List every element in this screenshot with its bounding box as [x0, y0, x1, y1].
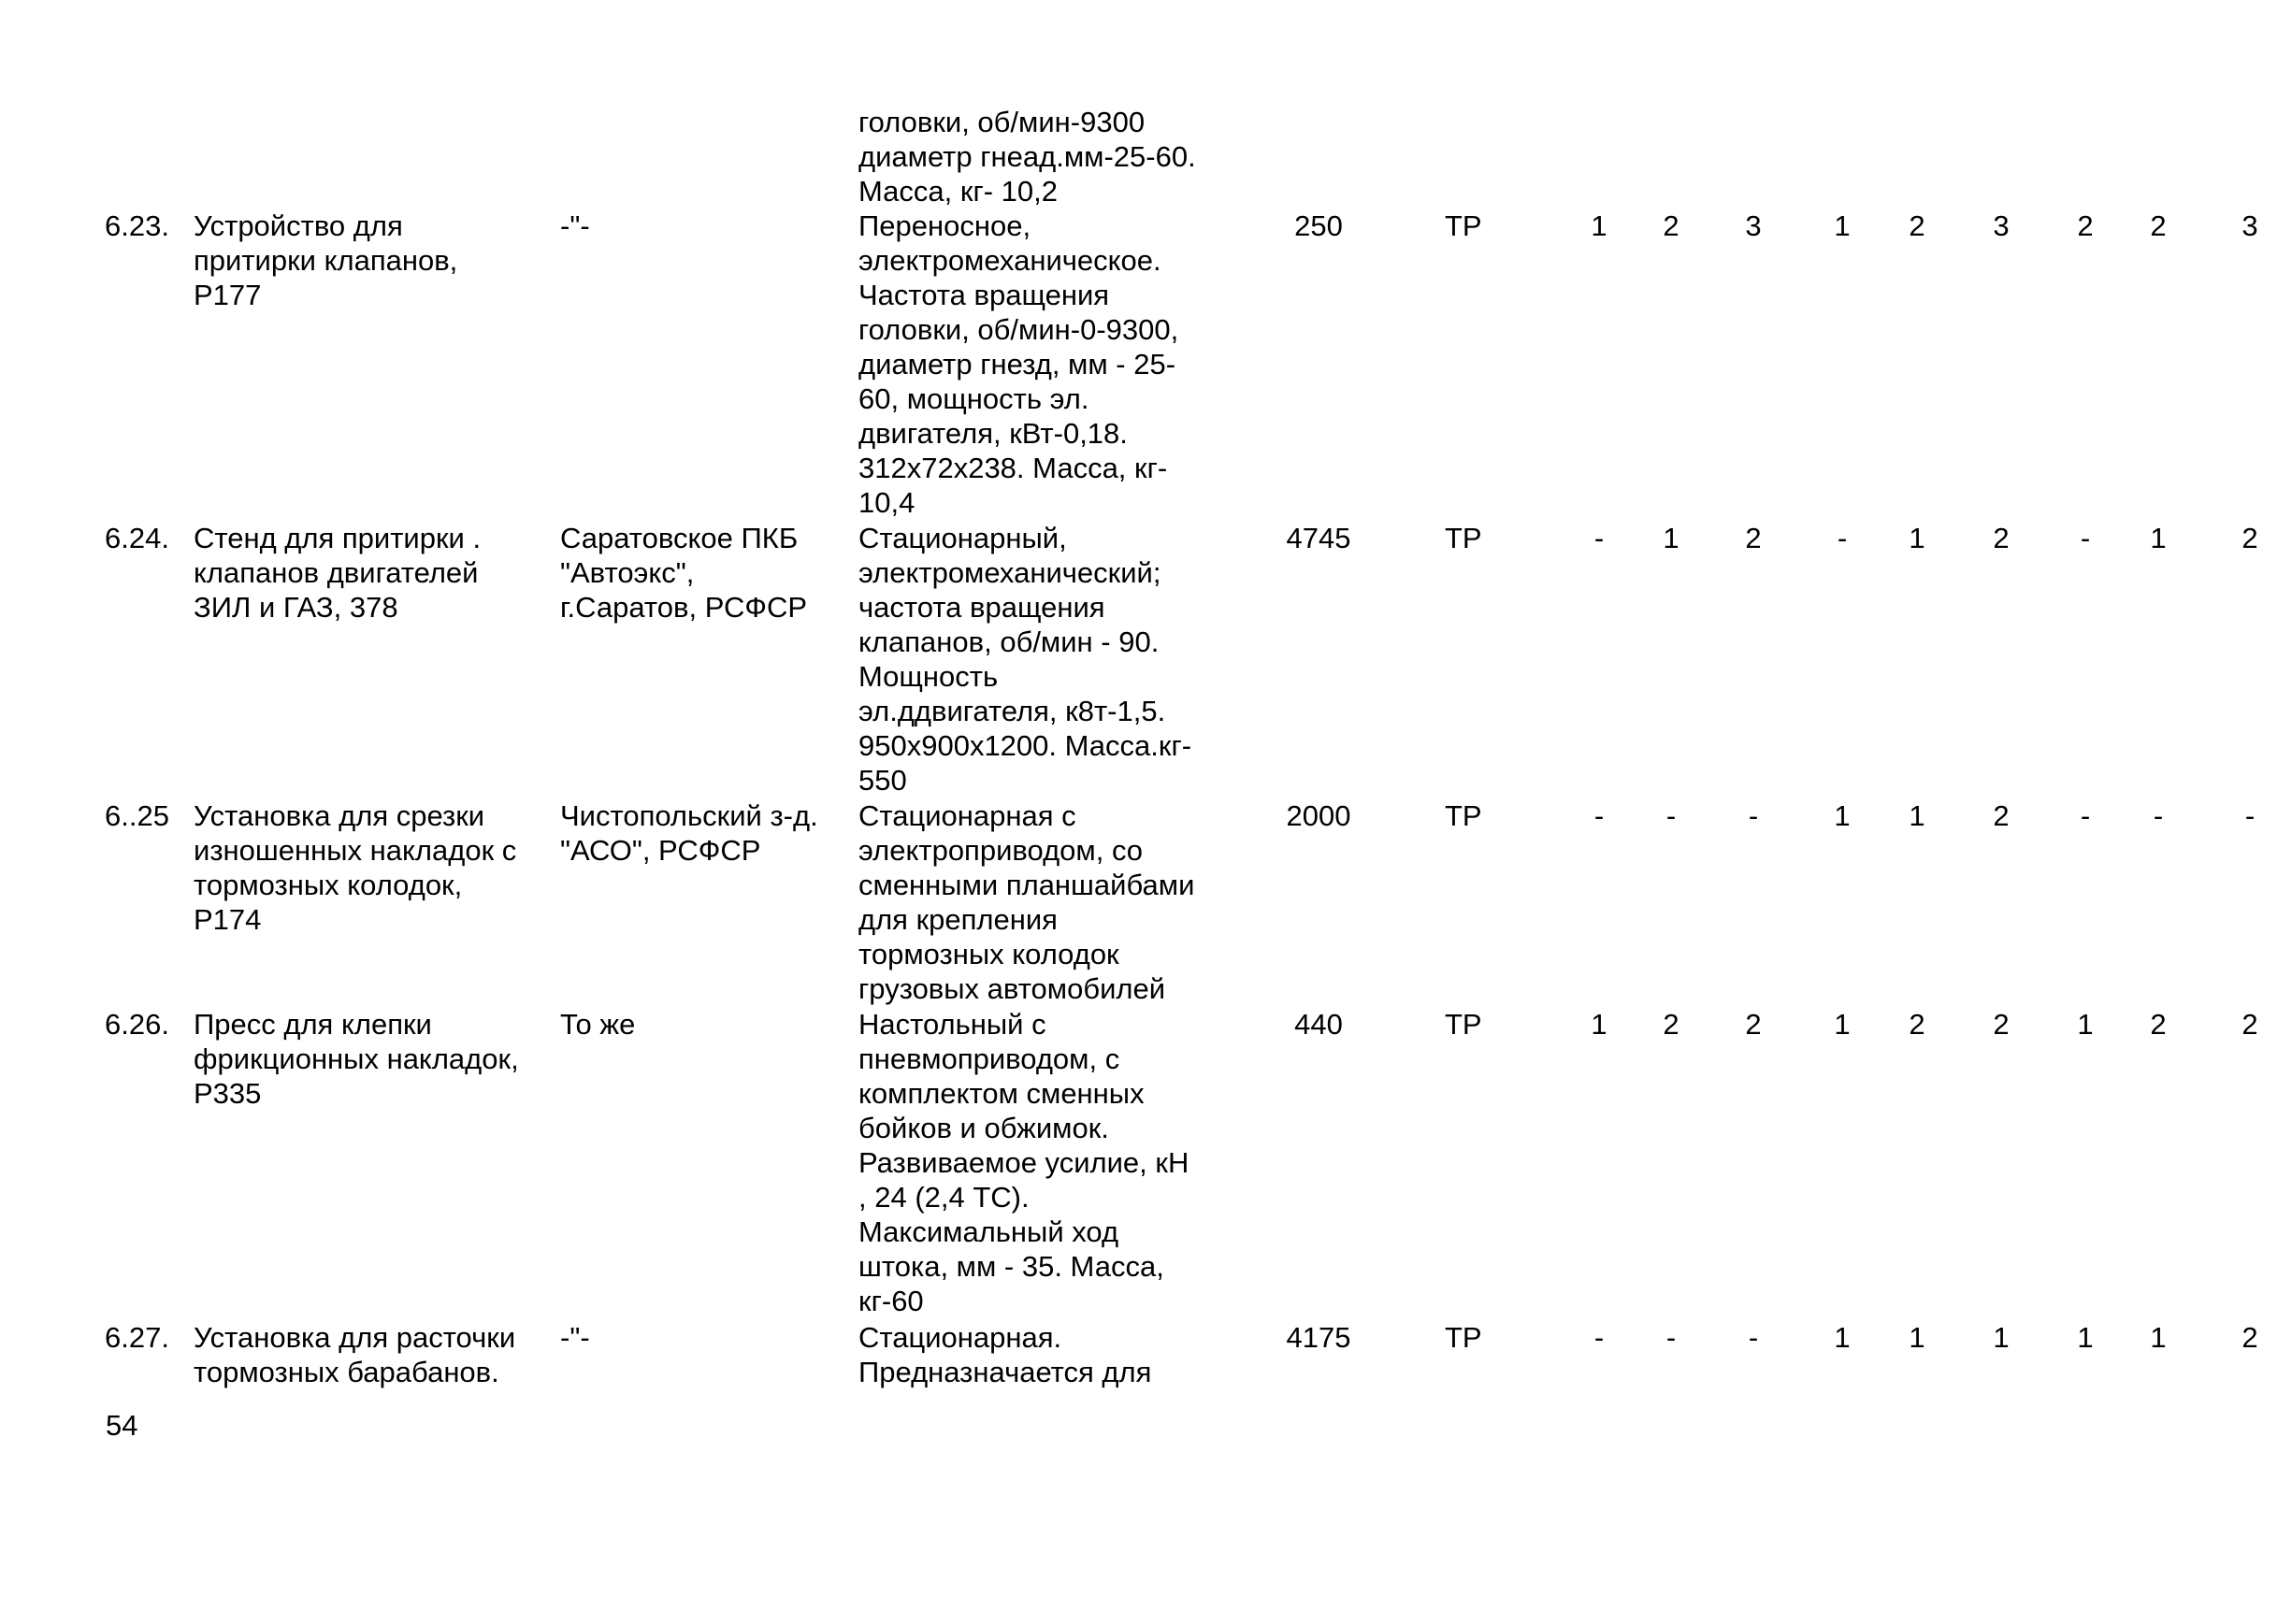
quantity-cell: 1	[1909, 522, 1925, 554]
quantity-cell: -	[2153, 799, 2164, 832]
quantity-cell: -	[1593, 1321, 1605, 1354]
quantity-cell: 3	[2242, 209, 2258, 242]
quantity-cell: 2	[1909, 1008, 1925, 1041]
quantity-cell: 3	[1993, 209, 2010, 242]
quantity-cell: 2	[1993, 522, 2010, 554]
quantity-cell: -	[1593, 799, 1605, 832]
quantity-cell: 2	[1663, 1008, 1679, 1041]
quantity-cell: 2	[1993, 799, 2010, 832]
item-price: 440	[1294, 1008, 1343, 1041]
quantity-cell: 1	[1591, 209, 1607, 242]
quantity-cell: 1	[2077, 1008, 2094, 1041]
quantity-cell: 2	[2242, 522, 2258, 554]
quantity-cell: 1	[1909, 799, 1925, 832]
quantity-cell: 2	[1663, 209, 1679, 242]
quantity-cell: -	[1665, 799, 1677, 832]
quantity-cell: -	[1593, 522, 1605, 554]
quantity-cell: -	[2080, 522, 2091, 554]
item-price: 2000	[1286, 799, 1351, 832]
quantity-cell: 2	[2242, 1008, 2258, 1041]
item-description: Настольный с пневмоприводом, с комплектом сменных бойков и обжимок. Развиваемое усилие, кН , 24 (2,4 ТС). Максимальный ход штока, мм - 35. Масса, кг-60	[858, 1008, 1189, 1317]
quantity-cell: 1	[2150, 522, 2167, 554]
item-description: Стационарная с электроприводом, со сменными планшайбами для крепления тормозных колодок грузовых автомобилей	[858, 799, 1195, 1005]
item-type: ТР	[1445, 522, 1482, 554]
item-number: 6.23.	[105, 209, 169, 242]
quantity-cell: 2	[1993, 1008, 2010, 1041]
item-type: ТР	[1445, 1321, 1482, 1354]
item-price: 4745	[1286, 522, 1351, 554]
quantity-cell: -	[1748, 799, 1759, 832]
item-description: Стационарный, электромеханический; частота вращения клапанов, об/мин - 90. Мощность эл.ддвигателя, к8т-1,5. 950х900х1200. Масса.кг- 550	[858, 522, 1192, 797]
item-number: 6.27.	[105, 1321, 169, 1354]
item-number: 6.24.	[105, 522, 169, 554]
quantity-cell: 2	[2242, 1321, 2258, 1354]
quantity-cell: 1	[1591, 1008, 1607, 1041]
item-name: Установка для расточки тормозных барабанов.	[194, 1321, 516, 1388]
quantity-cell: 1	[1993, 1321, 2010, 1354]
item-type: ТР	[1445, 799, 1482, 832]
item-manufacturer: -"-	[560, 1321, 590, 1354]
item-name: Стенд для притирки . клапанов двигателей ЗИЛ и ГАЗ, 378	[194, 522, 482, 624]
quantity-cell: 1	[1834, 799, 1851, 832]
quantity-cell: 1	[1834, 209, 1851, 242]
quantity-cell: 2	[2077, 209, 2094, 242]
item-description: Стационарная. Предназначается для	[858, 1321, 1152, 1388]
quantity-cell: 3	[1745, 209, 1762, 242]
quantity-cell: -	[1748, 1321, 1759, 1354]
quantity-cell: 2	[1745, 1008, 1762, 1041]
quantity-cell: -	[2244, 799, 2256, 832]
quantity-cell: 2	[1909, 209, 1925, 242]
quantity-cell: 1	[1834, 1008, 1851, 1041]
item-name: Пресс для клепки фрикционных накладок, Р335	[194, 1008, 519, 1110]
item-type: ТР	[1445, 209, 1482, 242]
quantity-cell: 1	[2077, 1321, 2094, 1354]
item-manufacturer: Саратовское ПКБ "Автоэкс", г.Саратов, РСФСР	[560, 522, 808, 624]
quantity-cell: 1	[1834, 1321, 1851, 1354]
item-manufacturer: То же	[560, 1008, 636, 1041]
page-number: 54	[106, 1409, 138, 1442]
item-name: Установка для срезки изношенных накладок с тормозных колодок, Р174	[194, 799, 517, 936]
quantity-cell: 1	[1663, 522, 1679, 554]
item-manufacturer: -"-	[560, 209, 590, 242]
quantity-cell: 2	[2150, 209, 2167, 242]
quantity-cell: 1	[2150, 1321, 2167, 1354]
item-price: 250	[1294, 209, 1343, 242]
quantity-cell: -	[1665, 1321, 1677, 1354]
item-description: Переносное, электромеханическое. Частота вращения головки, об/мин-0-9300, диаметр гнезд, мм - 25- 60, мощность эл. двигателя, кВт-0,18. 312х72х238. Масса, кг- 10,4	[858, 209, 1179, 519]
item-manufacturer: Чистопольский з-д. "АСО", РСФСР	[560, 799, 818, 867]
quantity-cell: 1	[1909, 1321, 1925, 1354]
item-price: 4175	[1286, 1321, 1351, 1354]
quantity-cell: -	[1837, 522, 1848, 554]
quantity-cell: 2	[1745, 522, 1762, 554]
item-number: 6..25	[105, 799, 169, 832]
quantity-cell: 2	[2150, 1008, 2167, 1041]
quantity-cell: -	[2080, 799, 2091, 832]
item-type: ТР	[1445, 1008, 1482, 1041]
item-number: 6.26.	[105, 1008, 169, 1041]
item-name: Устройство для притирки клапанов, Р177	[194, 209, 458, 311]
carry-over-description: головки, об/мин-9300 диаметр гнеад.мм-25-60. Масса, кг- 10,2	[858, 106, 1196, 208]
